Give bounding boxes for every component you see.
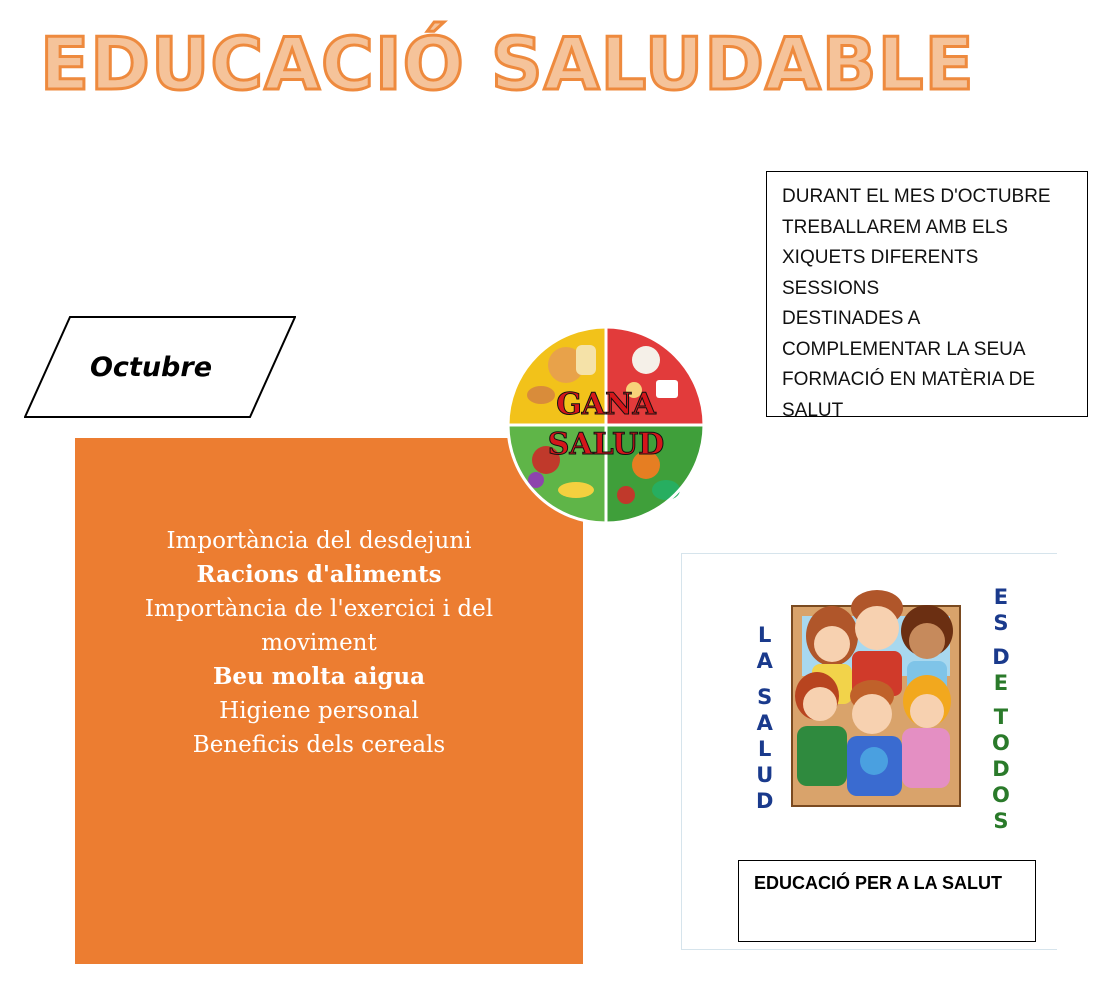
info-text-box — [766, 171, 1088, 421]
food-wheel-icon — [506, 325, 706, 525]
topic-item: Beneficis dels cereals — [192, 732, 446, 758]
topic-item: Importància de l'exercici i del — [144, 596, 494, 622]
children-illustration — [742, 576, 1002, 846]
logo-text-line2: SALUD — [547, 427, 665, 462]
vertical-text-left: L A S A L U D — [756, 623, 774, 813]
info-line: TREBALLAREM AMB ELS — [782, 216, 1008, 238]
poster-caption: EDUCACIÓ PER A LA SALUT — [738, 860, 1036, 942]
topic-item: moviment — [261, 630, 377, 656]
info-line: DESTINADES A — [782, 308, 921, 329]
vertical-text-right: E S D E T O D O S — [992, 585, 1010, 833]
topic-item: Importància del desdejuni — [166, 528, 472, 554]
health-poster — [681, 553, 1057, 950]
page-title: EDUCACIÓ SALUDABLE — [40, 22, 975, 106]
topic-item: Racions d'aliments — [196, 561, 442, 588]
info-line: XIQUETS DIFERENTS SESSIONS — [782, 247, 979, 299]
topic-item: Higiene personal — [219, 698, 419, 724]
info-line: SALUT — [782, 399, 844, 421]
month-label: Octubre — [89, 351, 213, 383]
topics-list — [99, 524, 539, 762]
month-banner — [24, 316, 296, 418]
info-line: FORMACIÓ EN MATÈRIA DE — [782, 369, 1036, 390]
info-line: DURANT EL MES D'OCTUBRE — [782, 186, 1051, 207]
info-line: COMPLEMENTAR LA SEUA — [782, 338, 1026, 360]
topic-item: Beu molta aigua — [212, 663, 426, 690]
logo-text-line1: GANA — [556, 387, 656, 422]
gana-salud-logo — [506, 325, 706, 525]
